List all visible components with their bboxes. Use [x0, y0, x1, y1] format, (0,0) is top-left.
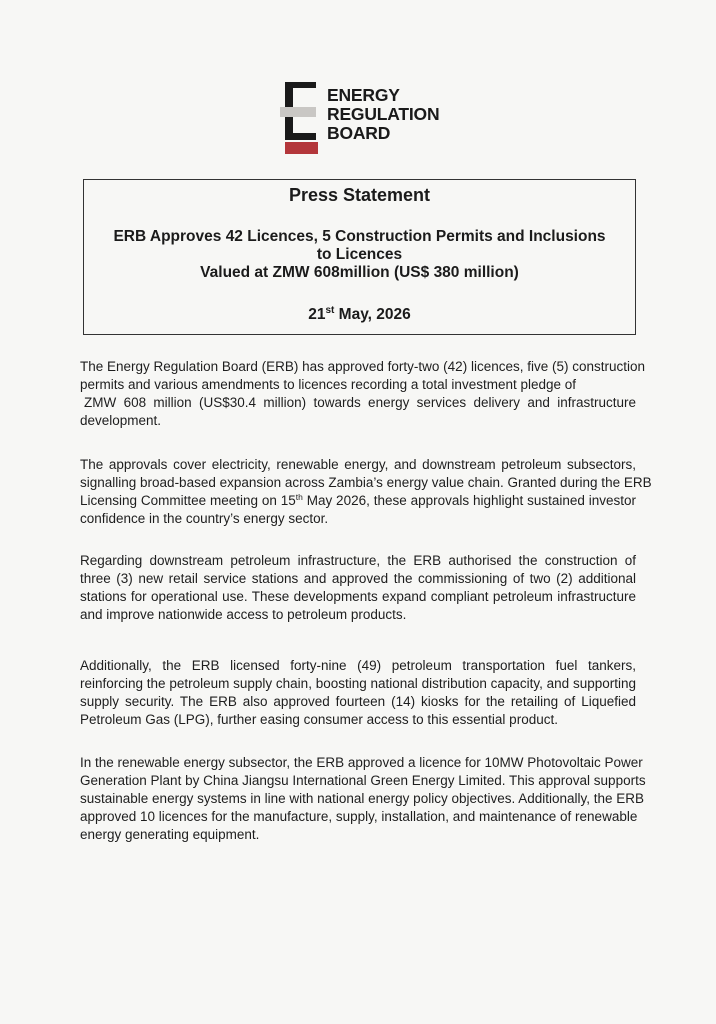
- press-statement-title: Press Statement: [288, 185, 431, 205]
- headline-line-1: ERB Approves 42 Licences, 5 Construction Permits and Inclusions: [113, 228, 606, 245]
- p4-line-3: supply security. The ERB also approved fourteen (14) kiosks for the retailing of Liquefied: [80, 694, 636, 709]
- headline: [94, 228, 625, 282]
- p3-line-1: Regarding downstream petroleum infrastructure, the ERB authorised the construction of: [80, 553, 636, 568]
- p4-line-2: reinforcing the petroleum supply chain, boosting national distribution capacity, and supporting: [80, 676, 636, 691]
- logo-line-3: BOARD: [327, 123, 391, 143]
- p1-line-1: The Energy Regulation Board (ERB) has approved forty-two (42) licences, five (5) construction: [80, 359, 646, 374]
- p5-line-4: approved 10 licences for the manufacture, supply, installation, and maintenance of renewable: [80, 809, 638, 824]
- p2-line-4: confidence in the country’s energy sector.: [80, 511, 329, 526]
- press-header-box: [83, 179, 636, 335]
- p3-line-4: and improve nationwide access to petroleum products.: [80, 607, 407, 622]
- p2-line-3-b: May 2026, these approvals highlight sustained investor: [302, 493, 636, 508]
- paragraph-4: [80, 657, 636, 729]
- p3-line-2: three (3) new retail service stations and approved the commissioning of two (2) additional: [80, 571, 636, 586]
- p5-line-2: Generation Plant by China Jiangsu International Green Energy Limited. This approval supports: [80, 773, 646, 788]
- statement-date: [84, 302, 635, 324]
- logo-line-1: ENERGY: [327, 85, 400, 105]
- p2-line-3-sup: th: [295, 492, 303, 502]
- p2-line-1: The approvals cover electricity, renewable energy, and downstream petroleum subsectors,: [80, 457, 636, 472]
- p1-line-4: development.: [80, 413, 162, 428]
- headline-line-3: Valued at ZMW 608million (US$ 380 million): [200, 264, 519, 281]
- date-suffix: st: [325, 305, 335, 316]
- p4-line-1: Additionally, the ERB licensed forty-nine (49) petroleum transportation fuel tankers,: [80, 658, 636, 673]
- paragraph-1: [80, 358, 646, 430]
- erb-logo-mark-icon: [280, 82, 318, 156]
- date-rest: May, 2026: [334, 306, 411, 323]
- p1-line-3: ZMW 608 million (US$30.4 million) towards energy services delivery and infrastructure: [84, 395, 636, 410]
- date-day: 21: [308, 306, 326, 323]
- p2-line-3: [80, 492, 636, 510]
- paragraph-2: [80, 456, 652, 528]
- p3-line-3: stations for operational use. These developments expand compliant petroleum infrastructure: [80, 589, 636, 604]
- p1-line-2: permits and various amendments to licences recording a total investment pledge of: [80, 377, 577, 392]
- p2-line-2: signalling broad-based expansion across Zambia’s energy value chain. Granted during the ERB: [80, 475, 652, 490]
- paragraph-3: [80, 552, 636, 624]
- logo-wordmark: [327, 86, 439, 143]
- p5-line-3: sustainable energy systems in line with national energy policy objectives. Additionally, the ERB: [80, 791, 645, 806]
- p5-line-5: energy generating equipment.: [80, 827, 260, 842]
- p5-line-1: In the renewable energy subsector, the ERB approved a licence for 10MW Photovoltaic Power: [80, 755, 643, 770]
- erb-logo: [280, 82, 460, 156]
- logo-line-2: REGULATION: [327, 104, 440, 124]
- headline-line-2: to Licences: [316, 246, 403, 263]
- paragraph-5: [80, 754, 646, 844]
- p4-line-4: Petroleum Gas (LPG), further easing consumer access to this essential product.: [80, 712, 558, 727]
- p2-line-3-a: Licensing Committee meeting on 15: [80, 493, 296, 508]
